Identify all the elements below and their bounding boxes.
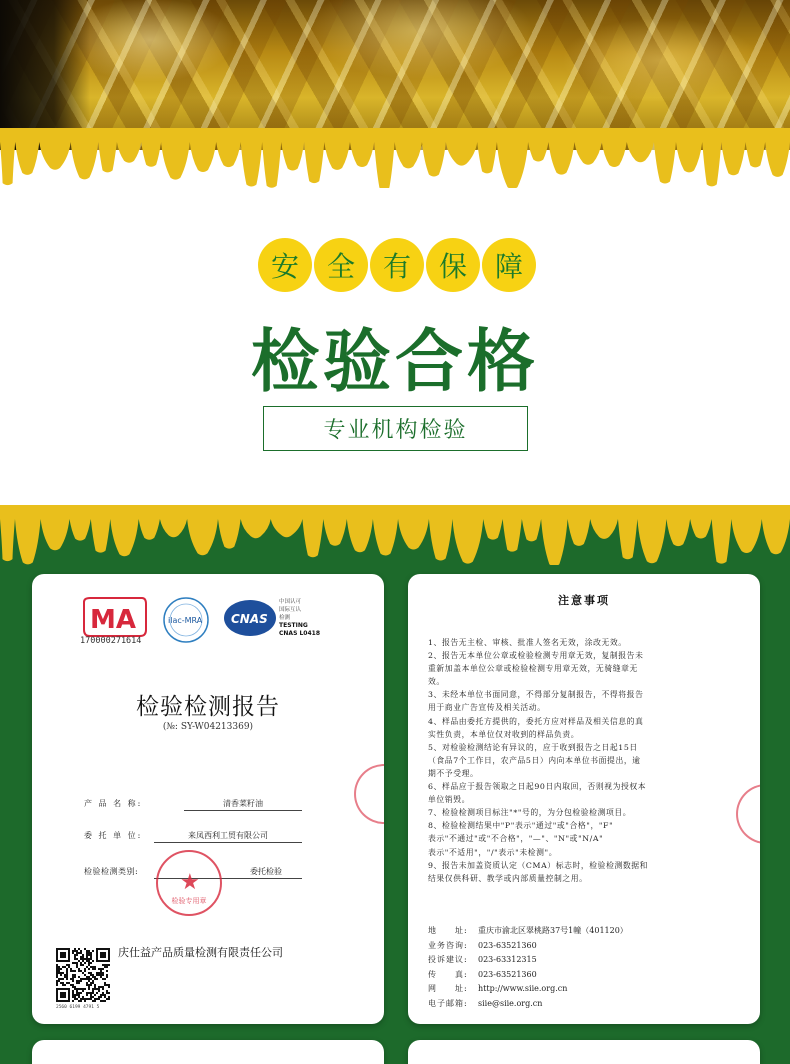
notice-line: 1、报告无主检、审核、批准人签名无效，涂改无效。 (428, 638, 627, 647)
page-title: 检验合格 (250, 323, 539, 402)
next-card-peek (32, 1040, 384, 1064)
ilac-mra-logo (164, 598, 208, 642)
contact-key: 地 址: (428, 926, 468, 935)
contact-row-website (428, 982, 728, 997)
notice-line: 期不予受理。 (428, 768, 479, 778)
cnas-caption-line: 检测 (279, 615, 291, 621)
field-value-category: 委托检验 (154, 866, 302, 879)
qr-number: 2560 6199 4791 5 (56, 1005, 100, 1010)
notice-title: 注意事项 (558, 594, 610, 607)
oil-drip-edge-top (0, 128, 790, 188)
cnas-caption-line: 中国认可 (279, 599, 302, 605)
notice-line: 效。 (428, 677, 445, 687)
notice-line: 8、检验检测结果中"P"表示"通过"或"合格"，"F" (428, 821, 614, 831)
next-card-peek (408, 1040, 760, 1064)
contact-key: 传 真: (428, 969, 468, 979)
notice-line: 6、样品应于报告领取之日起90日内取回，否则视为授权本 (428, 782, 647, 792)
contact-value: 023-63312315 (478, 955, 537, 964)
report-cover-card (32, 574, 384, 1024)
field-value-client: 来凤西利工贸有限公司 (154, 830, 302, 843)
notice-line: 7、检验检测项目标注"*"号的，为分包检验检测项目。 (428, 808, 632, 818)
contact-info (428, 924, 728, 1011)
contact-value: 重庆市渝北区翠桃路37号1幢（401120） (478, 926, 628, 935)
field-value-product: 清香菜籽油 (184, 798, 302, 811)
contact-key: 网 址: (428, 984, 468, 993)
contact-row-email (428, 997, 728, 1012)
cnas-code: CNAS L0418 (279, 630, 321, 637)
ilac-logo-text: ilac-MRA (168, 616, 203, 625)
qr-code-icon (56, 948, 110, 1002)
notice-line: 表示"不通过"或"不合格"，"—"、"N"或"N/A" (428, 834, 604, 844)
cnas-logo-text: CNAS (231, 612, 268, 626)
contact-value: 023-63521360 (478, 969, 537, 979)
notice-line: 结果仅供科研、教学或内部质量控制之用。 (428, 873, 588, 883)
notice-line: 用于商业广告宣传及相关活动。 (428, 703, 546, 713)
stamp-text: 检验专用章 (171, 897, 207, 905)
oil-drip-edge-mid (0, 505, 790, 565)
contact-row-fax (428, 968, 728, 983)
seam-stamp (354, 764, 384, 824)
notice-line: 实性负责，本单位仅对收到的样品负责。 (428, 729, 580, 739)
cma-logo (84, 598, 146, 636)
field-label-client: 委 托 单 位: (84, 831, 143, 840)
cma-logo-text: MA (90, 605, 136, 635)
contact-row-complaint (428, 953, 728, 968)
badge-char: 全 (314, 238, 368, 292)
inspection-stamp (156, 850, 222, 916)
contact-value: siie@siie.org.cn (478, 998, 543, 1008)
notice-line: 4、样品由委托方提供的，委托方应对样品及相关信息的真 (428, 716, 644, 726)
safety-badge-row (258, 238, 538, 294)
badge-char: 安 (258, 238, 312, 292)
field-label-product: 产 品 名 称: (84, 799, 143, 808)
report-number: (№: SY-W04213369) (162, 722, 254, 732)
report-title: 检验检测报告 (136, 694, 280, 720)
contact-value: http://www.siie.org.cn (478, 984, 568, 993)
notice-line: 表示"不适用"，"/"表示"未检测"。 (428, 847, 558, 857)
cnas-testing: TESTING (279, 622, 308, 629)
contact-key: 业务咨询: (428, 940, 468, 950)
stamp-star-icon: ★ (180, 870, 200, 895)
badge-char: 保 (426, 238, 480, 292)
badge-char: 障 (482, 238, 536, 292)
notice-line: 单位销毁。 (428, 795, 470, 805)
cnas-logo (224, 600, 276, 636)
field-label-category: 检验检测类别: (84, 867, 139, 876)
badge-char: 有 (370, 238, 424, 292)
contact-key: 投诉建议: (428, 955, 468, 964)
notice-line: 5、对检验检测结论有异议的，应于收到报告之日起15日 (428, 742, 638, 752)
subtitle-box: 专业机构检验 (263, 406, 528, 451)
notice-line: （食品7个工作日，农产品5日）内向本单位书面提出，逾 (428, 755, 641, 765)
contact-row-business (428, 939, 728, 954)
notice-list (428, 636, 728, 885)
cnas-caption (279, 598, 339, 638)
contact-value: 023-63521360 (478, 940, 537, 950)
notice-line: 3、未经本单位书面同意，不得部分复制报告，不得将报告 (428, 690, 644, 700)
notice-line: 9、报告未加盖资质认定（CMA）标志时，检验检测数据和 (428, 860, 649, 870)
contact-key: 电子邮箱: (428, 998, 468, 1008)
seam-stamp (736, 784, 760, 844)
cma-number: 170000271614 (80, 636, 142, 646)
cnas-caption-line: 国际互认 (279, 607, 302, 613)
notice-card (408, 574, 760, 1024)
issuer-name: 庆仕益产品质量检测有限责任公司 (118, 946, 283, 959)
notice-line: 2、报告无本单位公章或检验检测专用章无效，复制报告未 (428, 651, 644, 661)
contact-row-address (428, 924, 728, 939)
notice-line: 重新加盖本单位公章或检验检测专用章无效，无骑缝章无 (428, 664, 638, 674)
